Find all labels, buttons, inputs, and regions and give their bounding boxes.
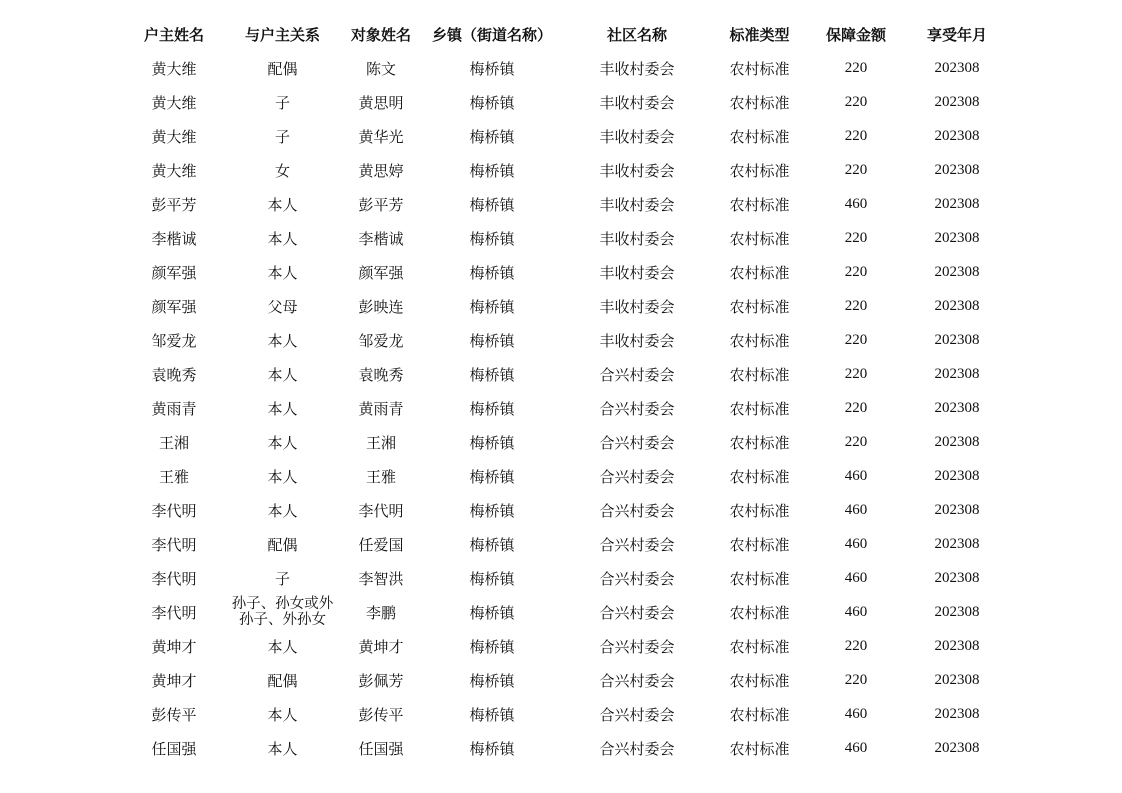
benefit-month-cell: 202308 (934, 161, 980, 178)
header-community-name: 社区名称 (606, 25, 667, 44)
town-cell: 梅桥镇 (469, 229, 515, 248)
header-householder-name: 户主姓名 (143, 25, 204, 44)
standard-type-cell: 农村标准 (729, 705, 790, 724)
benefit-month-cell: 202308 (934, 705, 980, 722)
table-row (118, 527, 1004, 561)
community-cell: 合兴村委会 (599, 705, 675, 724)
recipient-name-cell: 黄坤才 (358, 637, 404, 656)
householder-name-cell: 任国强 (151, 739, 197, 758)
recipient-name-cell: 彭佩芳 (358, 671, 404, 690)
recipient-name-cell: 黄思明 (358, 93, 404, 112)
amount-cell: 460 (844, 705, 868, 722)
standard-type-cell: 农村标准 (729, 739, 790, 758)
town-cell: 梅桥镇 (469, 161, 515, 180)
town-cell: 梅桥镇 (469, 433, 515, 452)
table-row (118, 459, 1004, 493)
standard-type-cell: 农村标准 (729, 229, 790, 248)
table-row (118, 85, 1004, 119)
standard-type-cell: 农村标准 (729, 93, 790, 112)
relation-cell: 本人 (267, 705, 298, 724)
standard-type-cell: 农村标准 (729, 331, 790, 350)
amount-cell: 220 (844, 161, 868, 178)
assistance-table-container (118, 17, 1004, 765)
community-cell: 合兴村委会 (599, 501, 675, 520)
amount-cell: 460 (844, 739, 868, 756)
community-cell: 丰收村委会 (599, 59, 675, 78)
assistance-table (118, 17, 1004, 765)
householder-name-cell: 黄大维 (151, 93, 197, 112)
relation-cell: 本人 (267, 637, 298, 656)
recipient-name-cell: 彭传平 (358, 705, 404, 724)
recipient-name-cell: 黄华光 (358, 127, 404, 146)
amount-cell: 220 (844, 399, 868, 416)
relation-cell: 本人 (267, 365, 298, 384)
recipient-name-cell: 颜军强 (358, 263, 404, 282)
standard-type-cell: 农村标准 (729, 467, 790, 486)
benefit-month-cell: 202308 (934, 399, 980, 416)
table-row (118, 153, 1004, 187)
header-standard-type: 标准类型 (729, 25, 790, 44)
recipient-name-cell: 彭映连 (358, 297, 404, 316)
recipient-name-cell: 王湘 (365, 433, 396, 452)
town-cell: 梅桥镇 (469, 365, 515, 384)
benefit-month-cell: 202308 (934, 195, 980, 212)
amount-cell: 220 (844, 127, 868, 144)
table-header (118, 17, 1004, 51)
community-cell: 合兴村委会 (599, 535, 675, 554)
householder-name-cell: 李代明 (151, 603, 197, 622)
benefit-month-cell: 202308 (934, 739, 980, 756)
standard-type-cell: 农村标准 (729, 535, 790, 554)
table-row (118, 595, 1004, 629)
community-cell: 丰收村委会 (599, 161, 675, 180)
relation-cell: 本人 (267, 229, 298, 248)
householder-name-cell: 李代明 (151, 535, 197, 554)
amount-cell: 460 (844, 603, 868, 620)
amount-cell: 460 (844, 467, 868, 484)
town-cell: 梅桥镇 (469, 263, 515, 282)
header-recipient-name: 对象姓名 (350, 25, 411, 44)
standard-type-cell: 农村标准 (729, 603, 790, 622)
amount-cell: 220 (844, 263, 868, 280)
amount-cell: 460 (844, 501, 868, 518)
standard-type-cell: 农村标准 (729, 399, 790, 418)
standard-type-cell: 农村标准 (729, 569, 790, 588)
community-cell: 丰收村委会 (599, 93, 675, 112)
standard-type-cell: 农村标准 (729, 161, 790, 180)
header-relation-to-householder: 与户主关系 (244, 25, 320, 44)
community-cell: 合兴村委会 (599, 603, 675, 622)
table-row (118, 187, 1004, 221)
amount-cell: 220 (844, 229, 868, 246)
town-cell: 梅桥镇 (469, 569, 515, 588)
recipient-name-cell: 彭平芳 (358, 195, 404, 214)
benefit-month-cell: 202308 (934, 603, 980, 620)
table-row (118, 731, 1004, 765)
town-cell: 梅桥镇 (469, 603, 515, 622)
recipient-name-cell: 陈文 (365, 59, 396, 78)
amount-cell: 220 (844, 331, 868, 348)
relation-cell: 本人 (267, 433, 298, 452)
householder-name-cell: 黄大维 (151, 161, 197, 180)
table-body (118, 51, 1004, 765)
benefit-month-cell: 202308 (934, 263, 980, 280)
householder-name-cell: 李楷诚 (151, 229, 197, 248)
community-cell: 合兴村委会 (599, 671, 675, 690)
amount-cell: 220 (844, 637, 868, 654)
householder-name-cell: 颜军强 (151, 297, 197, 316)
householder-name-cell: 邹爱龙 (151, 331, 197, 350)
amount-cell: 220 (844, 365, 868, 382)
table-row (118, 561, 1004, 595)
householder-name-cell: 袁晚秀 (151, 365, 197, 384)
community-cell: 丰收村委会 (599, 127, 675, 146)
standard-type-cell: 农村标准 (729, 195, 790, 214)
community-cell: 丰收村委会 (599, 195, 675, 214)
recipient-name-cell: 黄思婷 (358, 161, 404, 180)
town-cell: 梅桥镇 (469, 637, 515, 656)
relation-cell: 子 (274, 93, 290, 112)
relation-cell: 本人 (267, 331, 298, 350)
table-row (118, 425, 1004, 459)
householder-name-cell: 黄坤才 (151, 671, 197, 690)
town-cell: 梅桥镇 (469, 331, 515, 350)
relation-cell: 本人 (267, 399, 298, 418)
standard-type-cell: 农村标准 (729, 365, 790, 384)
town-cell: 梅桥镇 (469, 195, 515, 214)
benefit-month-cell: 202308 (934, 229, 980, 246)
benefit-month-cell: 202308 (934, 365, 980, 382)
amount-cell: 220 (844, 433, 868, 450)
table-row (118, 357, 1004, 391)
town-cell: 梅桥镇 (469, 535, 515, 554)
town-cell: 梅桥镇 (469, 59, 515, 78)
standard-type-cell: 农村标准 (729, 59, 790, 78)
standard-type-cell: 农村标准 (729, 671, 790, 690)
header-subsidy-amount: 保障金额 (825, 25, 886, 44)
relation-cell: 本人 (267, 195, 298, 214)
town-cell: 梅桥镇 (469, 501, 515, 520)
standard-type-cell: 农村标准 (729, 637, 790, 656)
recipient-name-cell: 任爱国 (358, 535, 404, 554)
relation-cell: 子 (274, 569, 290, 588)
recipient-name-cell: 李代明 (358, 501, 404, 520)
householder-name-cell: 彭传平 (151, 705, 197, 724)
recipient-name-cell: 李智洪 (358, 569, 404, 588)
relation-cell: 本人 (267, 501, 298, 520)
recipient-name-cell: 袁晚秀 (358, 365, 404, 384)
householder-name-cell: 黄大维 (151, 59, 197, 78)
recipient-name-cell: 黄雨青 (358, 399, 404, 418)
table-row (118, 289, 1004, 323)
amount-cell: 460 (844, 195, 868, 212)
benefit-month-cell: 202308 (934, 671, 980, 688)
table-row (118, 697, 1004, 731)
header-town-street: 乡镇（街道名称） (431, 25, 552, 44)
relation-cell: 孙子、孙女或外孙子、外孙女 (231, 596, 334, 628)
benefit-month-cell: 202308 (934, 433, 980, 450)
community-cell: 合兴村委会 (599, 467, 675, 486)
recipient-name-cell: 任国强 (358, 739, 404, 758)
amount-cell: 460 (844, 569, 868, 586)
town-cell: 梅桥镇 (469, 127, 515, 146)
benefit-month-cell: 202308 (934, 501, 980, 518)
amount-cell: 460 (844, 535, 868, 552)
relation-cell: 子 (274, 127, 290, 146)
community-cell: 丰收村委会 (599, 229, 675, 248)
benefit-month-cell: 202308 (934, 93, 980, 110)
standard-type-cell: 农村标准 (729, 263, 790, 282)
amount-cell: 220 (844, 93, 868, 110)
householder-name-cell: 黄大维 (151, 127, 197, 146)
benefit-month-cell: 202308 (934, 127, 980, 144)
community-cell: 丰收村委会 (599, 263, 675, 282)
benefit-month-cell: 202308 (934, 535, 980, 552)
householder-name-cell: 王雅 (158, 467, 189, 486)
relation-cell: 配偶 (267, 671, 298, 690)
standard-type-cell: 农村标准 (729, 501, 790, 520)
householder-name-cell: 颜军强 (151, 263, 197, 282)
community-cell: 合兴村委会 (599, 569, 675, 588)
relation-cell: 本人 (267, 263, 298, 282)
householder-name-cell: 李代明 (151, 569, 197, 588)
table-row (118, 323, 1004, 357)
community-cell: 合兴村委会 (599, 637, 675, 656)
table-row (118, 663, 1004, 697)
relation-cell: 女 (274, 161, 290, 180)
table-row (118, 391, 1004, 425)
benefit-month-cell: 202308 (934, 331, 980, 348)
table-row (118, 629, 1004, 663)
householder-name-cell: 黄雨青 (151, 399, 197, 418)
community-cell: 丰收村委会 (599, 297, 675, 316)
header-benefit-month: 享受年月 (926, 25, 987, 44)
householder-name-cell: 李代明 (151, 501, 197, 520)
community-cell: 合兴村委会 (599, 739, 675, 758)
table-row (118, 221, 1004, 255)
table-row (118, 51, 1004, 85)
householder-name-cell: 彭平芳 (151, 195, 197, 214)
relation-cell: 配偶 (267, 59, 298, 78)
town-cell: 梅桥镇 (469, 705, 515, 724)
standard-type-cell: 农村标准 (729, 127, 790, 146)
benefit-month-cell: 202308 (934, 637, 980, 654)
amount-cell: 220 (844, 671, 868, 688)
benefit-month-cell: 202308 (934, 59, 980, 76)
community-cell: 合兴村委会 (599, 433, 675, 452)
householder-name-cell: 王湘 (158, 433, 189, 452)
town-cell: 梅桥镇 (469, 671, 515, 690)
table-row (118, 119, 1004, 153)
benefit-month-cell: 202308 (934, 297, 980, 314)
benefit-month-cell: 202308 (934, 467, 980, 484)
relation-cell: 父母 (267, 297, 298, 316)
town-cell: 梅桥镇 (469, 739, 515, 758)
community-cell: 合兴村委会 (599, 365, 675, 384)
recipient-name-cell: 王雅 (365, 467, 396, 486)
table-row (118, 255, 1004, 289)
standard-type-cell: 农村标准 (729, 297, 790, 316)
relation-cell: 本人 (267, 467, 298, 486)
amount-cell: 220 (844, 297, 868, 314)
recipient-name-cell: 李楷诚 (358, 229, 404, 248)
benefit-month-cell: 202308 (934, 569, 980, 586)
community-cell: 合兴村委会 (599, 399, 675, 418)
town-cell: 梅桥镇 (469, 467, 515, 486)
town-cell: 梅桥镇 (469, 399, 515, 418)
table-row (118, 493, 1004, 527)
recipient-name-cell: 邹爱龙 (358, 331, 404, 350)
standard-type-cell: 农村标准 (729, 433, 790, 452)
relation-cell: 配偶 (267, 535, 298, 554)
town-cell: 梅桥镇 (469, 93, 515, 112)
recipient-name-cell: 李鹏 (365, 603, 396, 622)
amount-cell: 220 (844, 59, 868, 76)
town-cell: 梅桥镇 (469, 297, 515, 316)
header-row (118, 17, 1004, 51)
community-cell: 丰收村委会 (599, 331, 675, 350)
relation-cell: 本人 (267, 739, 298, 758)
householder-name-cell: 黄坤才 (151, 637, 197, 656)
